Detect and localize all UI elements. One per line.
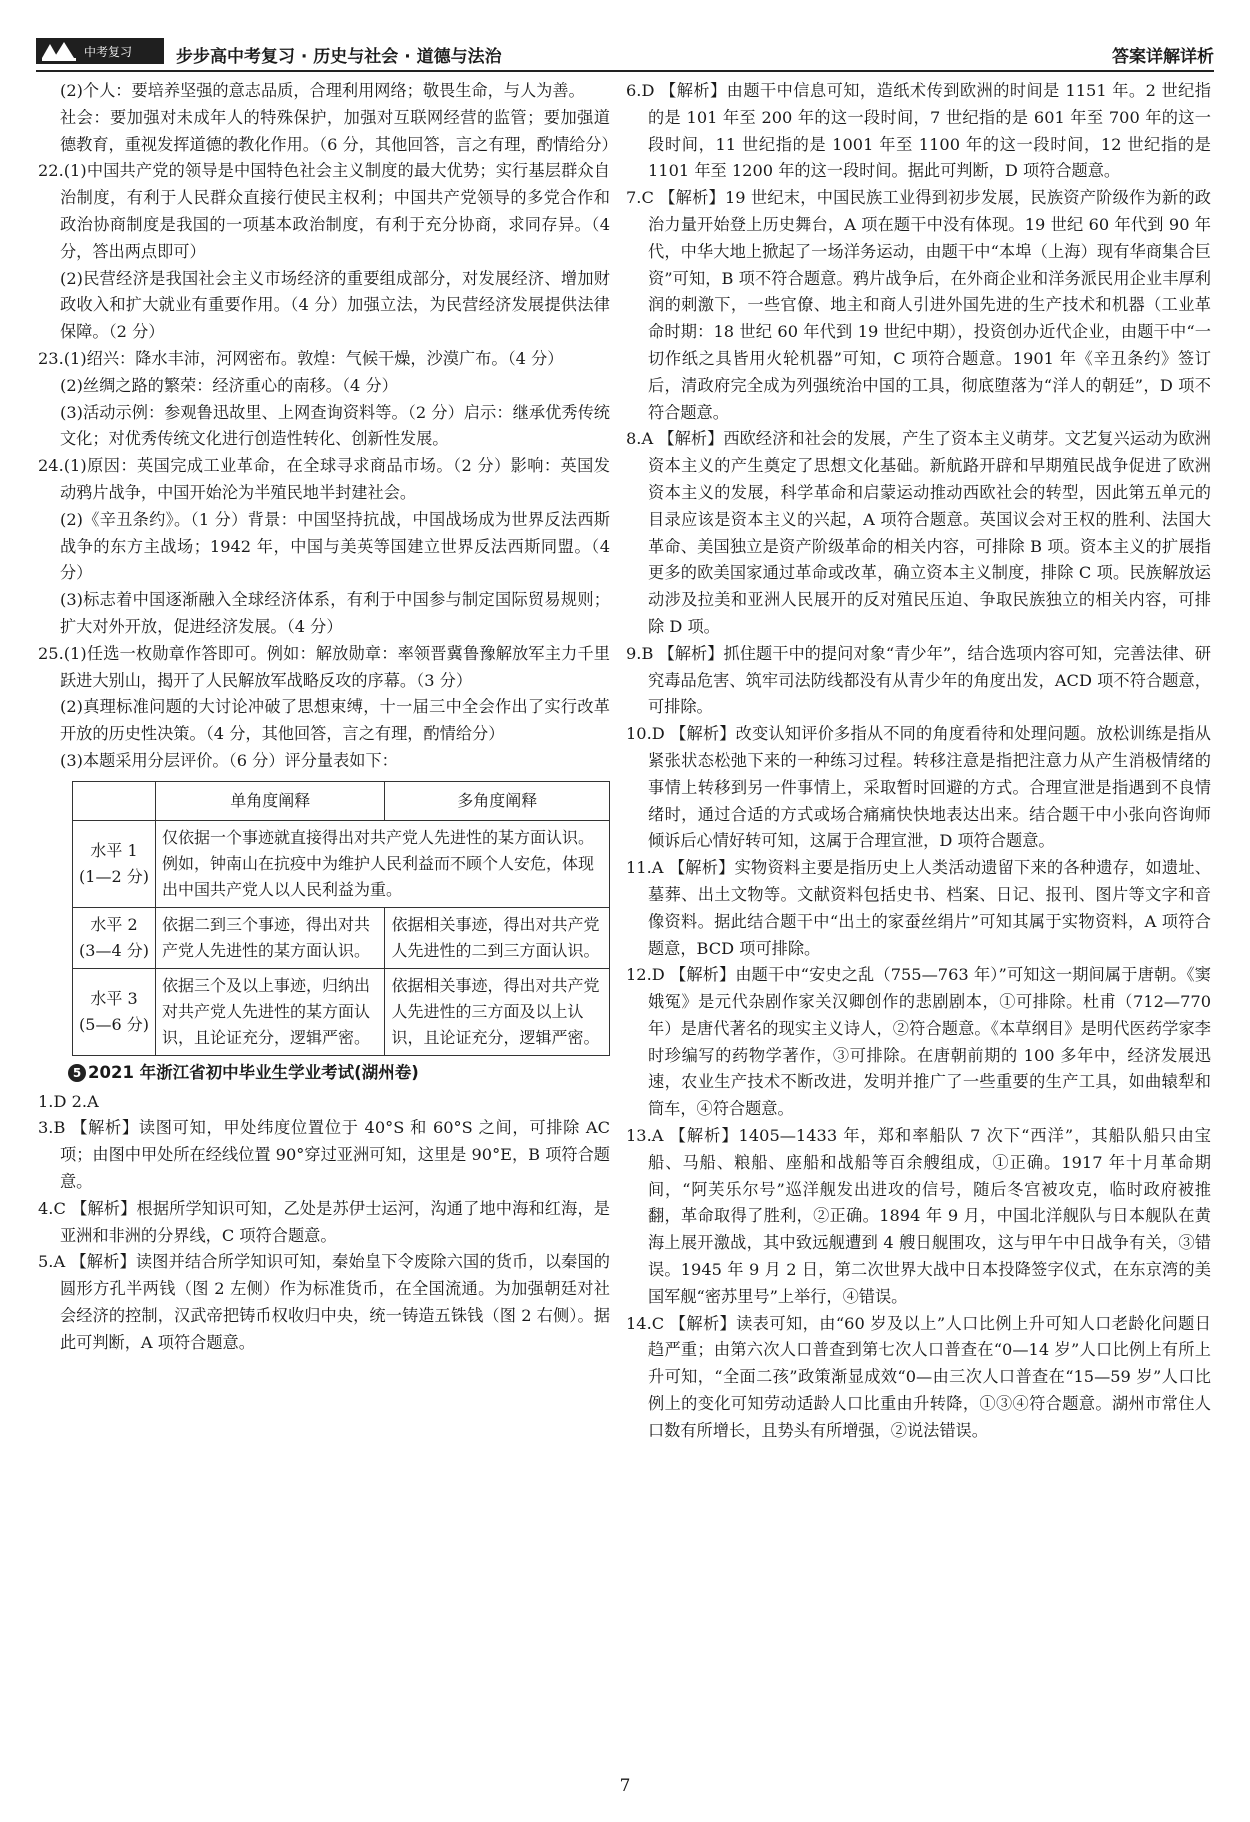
scoring-rubric-table	[72, 781, 610, 1056]
table-header-single: 单角度阐释	[156, 781, 385, 820]
svg-text:中考复习: 中考复习	[84, 45, 133, 59]
answer-6: 6.D 【解析】由题干中信息可知，造纸术传到欧洲的时间是 1151 年。2 世纪指的是 101 年至 200 年的这一段时间，7 世纪指的是 601 年至 700 年的这一段时间，11 世纪指的是 1001 年至 1100 年的这一段时间，12 世纪指的是 1101 年至 1200 年的这一段时间。据此可判断，D 项符合题意。	[626, 81, 1211, 181]
level-cell	[73, 968, 156, 1055]
answer-22-1: 22.(1)中国共产党的领导是中国特色社会主义制度的最大优势；实行基层群众自治制度，有利于人民群众直接行使民主权利；中国共产党领导的多党合作和政治协商制度是我国的一项基本政治制度，有利于充分协商，求同存异。（4 分，答出两点即可）	[38, 161, 610, 261]
level-cell	[73, 820, 156, 907]
table-corner-cell	[73, 781, 156, 820]
answer-25-3: (3)本题采用分层评价。（6 分）评分量表如下：	[60, 750, 398, 770]
section-heading	[68, 1060, 610, 1087]
answer-11: 11.A 【解析】实物资料主要是指历史上人类活动遗留下来的各种遗存，如遗址、墓葬、出土文物等。文献资料包括史书、档案、日记、报刊、图片等文字和音像资料。据此结合题干中“出土的家蚕丝绢片”可知其属于实物资料，A 项符合题意，BCD 项可排除。	[626, 858, 1211, 958]
header-section-label: 答案详解详析	[1112, 47, 1214, 67]
answer-4: 4.C 【解析】根据所学知识可知，乙处是苏伊士运河，沟通了地中海和红海，是亚洲和非洲的分界线，C 项符合题意。	[38, 1198, 610, 1245]
answer-23-3: (3)活动示例：参观鲁迅故里、上网查询资料等。（2 分）启示：继承优秀传统文化；对优秀传统文化进行创造性转化、创新性发展。	[60, 402, 610, 449]
publisher-logo	[36, 36, 164, 66]
level-cell	[73, 907, 156, 968]
level-label: 水平 3	[90, 988, 138, 1008]
answer-24-1: 24.(1)原因：英国完成工业革命，在全球寻求商品市场。（2 分）影响：英国发动鸦片战争，中国开始沦为半殖民地半封建社会。	[38, 456, 610, 502]
level-score: (1—2 分)	[79, 866, 149, 886]
level-2-multi: 依据相关事迹，得出对共产党人先进性的二到三方面认识。	[385, 907, 610, 968]
answer-23-1: 23.(1)绍兴：降水丰沛，河网密布。敦煌：气候干燥，沙漠广布。（4 分）	[38, 348, 564, 368]
answers-1-2: 1.D 2.A	[38, 1091, 99, 1111]
answer-3: 3.B 【解析】读图可知，甲处纬度位置位于 40°S 和 60°S 之间，可排除 AC 项；由图中甲处所在经线位置 90°穿过亚洲可知，这里是 90°E，B 项符合题意。	[38, 1118, 610, 1191]
answer-22-2: (2)民营经济是我国社会主义市场经济的重要组成部分，对发展经济、增加财政收入和扩大就业有重要作用。（4 分）加强立法，为民营经济发展提供法律保障。（2 分）	[60, 268, 610, 342]
answer-13: 13.A 【解析】1405—1433 年，郑和率船队 7 次下“西洋”，其船队船只由宝船、马船、粮船、座船和战船等百余艘组成，①正确。1917 年十月革命期间，“阿芙乐尔号”巡洋舰发出进攻的信号，随后冬宫被攻克，临时政府被推翻，革命取得了胜利，②正确。1894 年 9 月，中国北洋舰队与日本舰队在黄海上展开激战，其中致远舰遭到 4 艘日舰围攻，这与甲午中日战争有关，③错误。1945 年 9 月 2 日，第二次世界大战中日本投降签字仪式，在东京湾的美国军舰“密苏里号”上举行，④错误。	[626, 1126, 1211, 1306]
level-label: 水平 1	[90, 840, 138, 860]
table-row	[73, 968, 610, 1055]
level-3-multi: 依据相关事迹，得出对共产党人先进性的三方面及以上认识，且论证充分，逻辑严密。	[385, 968, 610, 1055]
right-column	[626, 78, 1211, 1445]
level-score: (5—6 分)	[79, 1014, 149, 1034]
answer-23-2: (2)丝绸之路的繁荣：经济重心的南移。（4 分）	[60, 375, 398, 395]
answer-7: 7.C 【解析】19 世纪末，中国民族工业得到初步发展，民族资产阶级作为新的政治力量开始登上历史舞台，A 项在题干中没有体现。19 世纪 60 年代到 90 年代，中华大地上掀起了一场洋务运动，由题干中“本埠（上海）现有华商集合巨资”可知，B 项不符合题意。鸦片战争后，在外商企业和洋务派民用企业丰厚利润的刺激下，一些官僚、地主和商人引进外国先进的生产技术和机器（工业革命时期：18 世纪 60 年代到 19 世纪中期），投资创办近代企业，由题干中“一切作纸之具皆用火轮机器”可知，C 项符合题意。1901 年《辛丑条约》签订后，清政府完全成为列强统治中国的工具，彻底堕落为“洋人的朝廷”，D 项不符合题意。	[626, 188, 1211, 422]
section-title: 2021 年浙江省初中毕业生学业考试(湖州卷)	[88, 1062, 419, 1082]
table-row	[73, 820, 610, 907]
answer-24-3: (3)标志着中国逐渐融入全球经济体系，有利于中国参与制定国际贸易规则；扩大对外开放，促进经济发展。（4 分）	[60, 590, 610, 636]
level-label: 水平 2	[90, 914, 138, 934]
answer-8: 8.A 【解析】西欧经济和社会的发展，产生了资本主义萌芽。文艺复兴运动为欧洲资本主义的产生奠定了思想文化基础。新航路开辟和早期殖民战争促进了欧洲资本主义的发展，科学革命和启蒙运动推动西欧社会的转型，因此第五单元的目录应该是资本主义的兴起，A 项符合题意。英国议会对王权的胜利、法国大革命、美国独立是资产阶级革命的相关内容，可排除 B 项。资本主义的扩展指更多的欧美国家通过革命或改革，确立资本主义制度，排除 C 项。民族解放运动涉及拉美和亚洲人民展开的反对殖民压迫、争取民族独立的相关内容，可排除 D 项。	[626, 429, 1211, 636]
table-row	[73, 907, 610, 968]
page-header	[36, 36, 1214, 72]
level-1-description: 仅依据一个事迹就直接得出对共产党人先进性的某方面认识。例如，钟南山在抗疫中为维护人民利益而不顾个人安危，体现出中国共产党人以人民利益为重。	[156, 820, 610, 907]
level-2-single: 依据二到三个事迹，得出对共产党人先进性的某方面认识。	[156, 907, 385, 968]
header-title: 步步高中考复习 · 历史与社会 · 道德与法治	[176, 47, 502, 67]
answer-21-2-personal: (2)个人：要培养坚强的意志品质，合理利用网络；敬畏生命，与人为善。	[60, 81, 585, 100]
level-3-single: 依据三个及以上事迹，归纳出对共产党人先进性的某方面认识，且论证充分，逻辑严密。	[156, 968, 385, 1055]
answer-9: 9.B 【解析】抓住题干中的提问对象“青少年”，结合选项内容可知，完善法律、研究毒品危害、筑牢司法防线都没有从青少年的角度出发，ACD 项不符合题意，可排除。	[626, 643, 1211, 717]
table-header-multi: 多角度阐释	[385, 781, 610, 820]
answer-25-1: 25.(1)任选一枚勋章作答即可。例如：解放勋章：率领晋冀鲁豫解放军主力千里跃进大别山，揭开了人民解放军战略反攻的序幕。（3 分）	[38, 643, 610, 690]
answer-5: 5.A 【解析】读图并结合所学知识可知，秦始皇下令废除六国的货币，以秦国的圆形方孔半两钱（图 2 左侧）作为标准货币，在全国流通。为加强朝廷对社会经济的控制，汉武帝把铸币权收归中央，统一铸造五铢钱（图 2 右侧）。据此可判断，A 项符合题意。	[38, 1252, 610, 1352]
left-column	[38, 78, 618, 1356]
table-header-row	[73, 781, 610, 820]
answer-14: 14.C 【解析】读表可知，由“60 岁及以上”人口比例上升可知人口老龄化问题日趋严重；由第六次人口普查到第七次人口普查在“0—14 岁”人口比例上有所上升可知，“全面二孩”政策渐显成效“0—由三次人口普查在“15—59 岁”人口比例上的变化可知劳动适龄人口比重由升转降，①③④符合题意。湖州市常住人口数有所增长，且势头有所增强，②说法错误。	[626, 1313, 1211, 1440]
answer-21-2-society: 社会：要加强对未成年人的特殊保护，加强对互联网经营的监管；要加强道德教育，重视发挥道德的教化作用。（6 分，其他回答，言之有理，酌情给分）	[60, 107, 618, 154]
answer-10: 10.D 【解析】改变认知评价多指从不同的角度看待和处理问题。放松训练是指从紧张状态松弛下来的一种练习过程。转移注意是指把注意力从产生消极情绪的事情上转移到另一件事情上，采取暂时回避的方式。合理宣泄是指遇到不良情绪时，通过合适的方式或场合痛痛快快地表达出来。结合题干中小张向咨询师倾诉后心情好转可知，这属于合理宣泄，D 项符合题意。	[626, 724, 1211, 851]
answer-24-2: (2)《辛丑条约》。（1 分）背景：中国坚持抗战，中国战场成为世界反法西斯战争的东方主战场；1942 年，中国与美英等国建立世界反法西斯同盟。（4 分）	[60, 509, 610, 583]
level-score: (3—4 分)	[79, 940, 149, 960]
answer-25-2: (2)真理标准问题的大讨论冲破了思想束缚，十一届三中全会作出了实行改革开放的历史性决策。（4 分，其他回答，言之有理，酌情给分）	[60, 697, 610, 744]
page-number: 7	[619, 1776, 631, 1796]
answer-12: 12.D 【解析】由题干中“安史之乱（755—763 年）”可知这一期间属于唐朝。《窦娥冤》是元代杂剧作家关汉卿创作的悲剧剧本，①可排除。杜甫（712—770 年）是唐代著名的现实主义诗人，②符合题意。《本草纲目》是明代医药学家李时珍编写的药物学著作，③可排除。在唐朝前期的 100 多年中，经济发展迅速，农业生产技术不断改进，发明并推广了一些重要的生产工具，如曲辕犁和筒车，④符合题意。	[626, 965, 1211, 1119]
section-number-badge: 5	[68, 1064, 86, 1082]
